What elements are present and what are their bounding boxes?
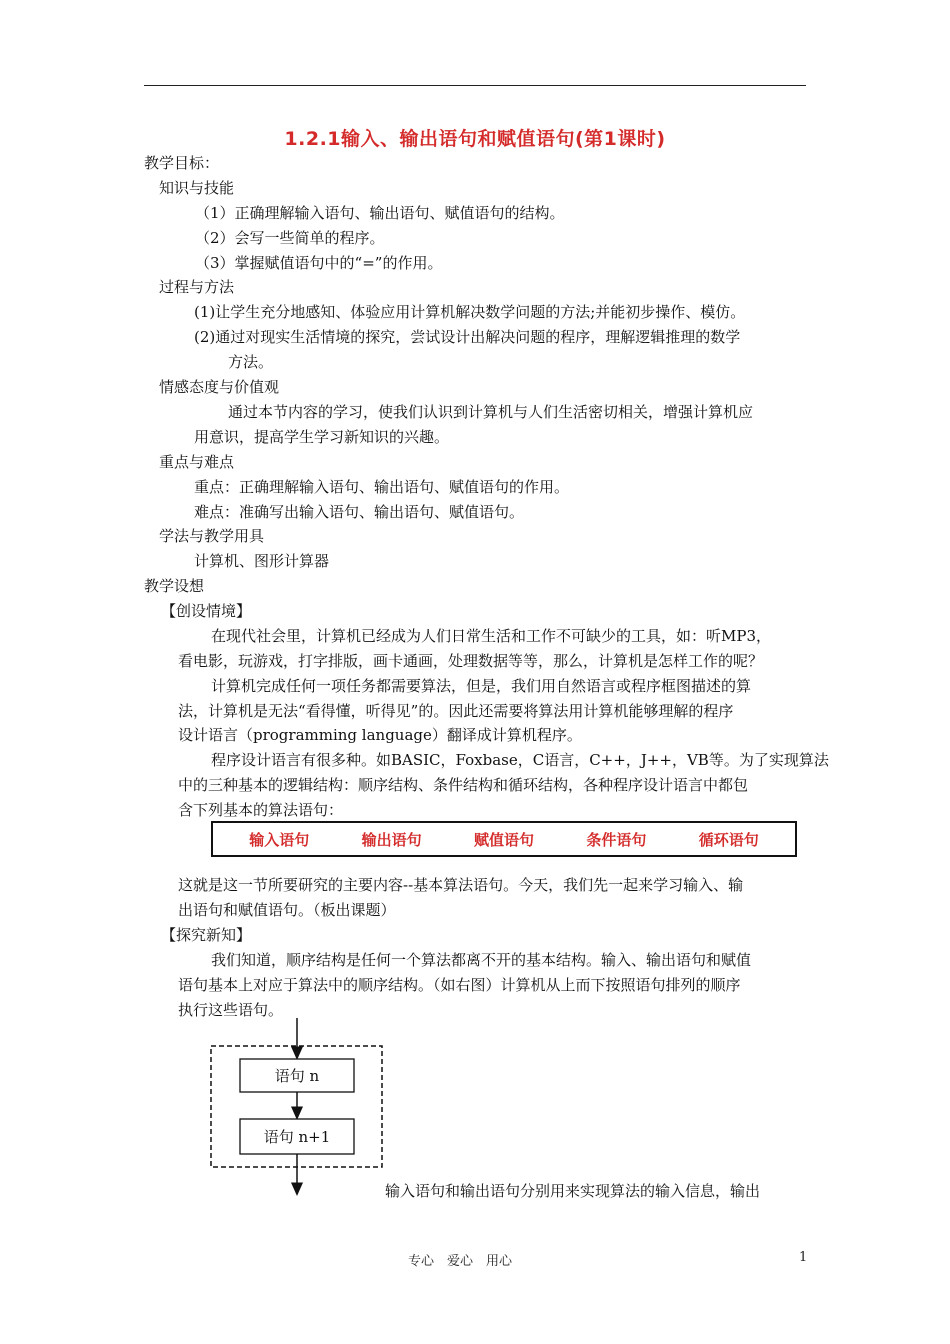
- explore-line: 执行这些语句。: [178, 1001, 284, 1019]
- knowledge-item-3: （3）掌握赋值语句中的“=”的作用。: [195, 254, 443, 272]
- process-item-2: (2)通过对现实生活情境的探究，尝试设计出解决问题的程序，理解逻辑推理的数学: [194, 328, 741, 346]
- emotion-line-1: 通过本节内容的学习，使我们认识到计算机与人们生活密切相关，增强计算机应: [228, 403, 754, 421]
- after-box-line: 这就是这一节所要研究的主要内容--基本算法语句。今天，我们先一起来学习输入、输: [178, 876, 744, 894]
- situation-line: 看电影，玩游戏，打字排版，画卡通画，处理数据等等，那么，计算机是怎样工作的呢？: [178, 652, 764, 670]
- emotion-line-2: 用意识，提高学生学习新知识的兴趣。: [194, 428, 450, 446]
- situation-line: 中的三种基本的逻辑结构：顺序结构、条件结构和循环结构，各种程序设计语言中都包: [178, 776, 749, 794]
- side-text: 输入语句和输出语句分别用来实现算法的输入信息，输出: [385, 1182, 761, 1200]
- objectives-heading: 教学目标：: [144, 154, 220, 172]
- statement-output: 输出语句: [361, 830, 422, 849]
- explore-line: 我们知道，顺序结构是任何一个算法都离不开的基本结构。输入、输出语句和赋值: [211, 951, 752, 969]
- page-number: 1: [799, 1250, 808, 1265]
- statement-loop: 循环语句: [698, 830, 759, 849]
- situation-line: 法，计算机是无法“看得懂，听得见”的。因此还需要将算法用计算机能够理解的程序: [178, 702, 734, 720]
- difficult-point: 难点：准确写出输入语句、输出语句、赋值语句。: [194, 503, 525, 521]
- statement-assign: 赋值语句: [473, 830, 534, 849]
- process-heading: 过程与方法: [159, 278, 235, 296]
- statement-input: 输入语句: [249, 830, 310, 849]
- footer-text: 专心 爱心 用心: [408, 1254, 513, 1269]
- keypoints-heading: 重点与难点: [159, 453, 235, 471]
- process-item-2-cont: 方法。: [228, 353, 274, 371]
- header-rule: [144, 85, 806, 86]
- situation-line: 程序设计语言有很多种。如BASIC，Foxbase，C语言，C++，J++，VB等。为了实现算法: [211, 751, 829, 769]
- key-point: 重点：正确理解输入语句、输出语句、赋值语句的作用。: [194, 478, 570, 496]
- knowledge-item-2: （2）会写一些简单的程序。: [195, 229, 385, 247]
- situation-heading: 【创设情境】: [161, 602, 252, 620]
- flow-box-2-label: 语句 n+1: [263, 1128, 331, 1146]
- process-item-1: (1)让学生充分地感知、体验应用计算机解决数学问题的方法;并能初步操作、模仿。: [194, 303, 746, 321]
- knowledge-heading: 知识与技能: [159, 179, 235, 197]
- emotion-heading: 情感态度与价值观: [159, 378, 280, 396]
- sequence-flowchart: [205, 1018, 390, 1200]
- situation-line: 设计语言（programming language）翻译成计算机程序。: [178, 726, 582, 744]
- explore-heading: 【探究新知】: [161, 926, 252, 944]
- statement-types-box: [211, 821, 797, 857]
- tools-text: 计算机、图形计算器: [194, 552, 330, 570]
- design-heading: 教学设想: [144, 577, 205, 595]
- situation-line: 含下列基本的算法语句：: [178, 801, 344, 819]
- knowledge-item-1: （1）正确理解输入语句、输出语句、赋值语句的结构。: [195, 204, 565, 222]
- tools-heading: 学法与教学用具: [159, 527, 265, 545]
- page-title: 1.2.1输入、输出语句和赋值语句(第1课时): [284, 128, 666, 150]
- flow-box-1-label: 语句 n: [274, 1067, 320, 1085]
- after-box-line: 出语句和赋值语句。（板出课题）: [178, 901, 396, 919]
- situation-line: 在现代社会里，计算机已经成为人们日常生活和工作不可缺少的工具，如：听MP3，: [211, 627, 771, 645]
- statement-condition: 条件语句: [586, 830, 647, 849]
- explore-line: 语句基本上对应于算法中的顺序结构。（如右图）计算机从上而下按照语句排列的顺序: [178, 976, 741, 994]
- situation-line: 计算机完成任何一项任务都需要算法，但是，我们用自然语言或程序框图描述的算: [211, 677, 752, 695]
